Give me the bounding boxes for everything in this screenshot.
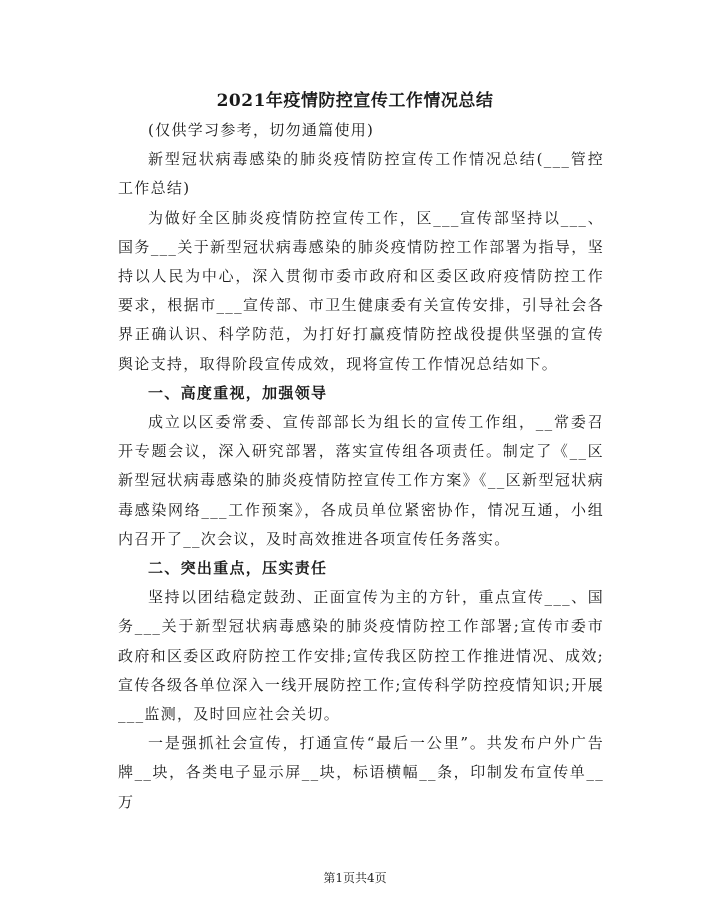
section-2-paragraph: 坚持以团结稳定鼓劲、正面宣传为主的方针，重点宣传___、国务___关于新型冠状病毒感染的肺炎疫情防控工作部署;宣传市委市政府和区委区政府防控工作安排;宣传我区防控工作推进情况、成效;宣传各级各单位深入一线开展防控工作;宣传科学防控疫情知识;开展___监测，及时回应社会关切。 [118,588,604,724]
document-body [118,116,604,817]
section-2-paragraph-2: 一是强抓社会宣传，打通宣传“最后一公里”。共发布户外广告牌__块，各类电子显示屏__块，标语横幅__条，印制发布宣传单__万 [118,734,604,811]
page-number: 第1页共4页 [323,871,387,885]
document-subtitle: 新型冠状病毒感染的肺炎疫情防控宣传工作情况总结(___管控工作总结) [118,150,604,198]
section-1-heading: 一、高度重视，加强领导 [148,383,328,402]
intro-paragraph: 为做好全区肺炎疫情防控宣传工作，区___宣传部坚持以___、国务___关于新型冠状病毒感染的肺炎疫情防控工作部署为指导，坚持以人民为中心，深入贯彻市委市政府和区委区政府疫情防控工作要求，根据市___宣传部、市卫生健康委有关宣传安排，引导社会各界正确认识、科学防范，为打好打赢疫情防控战役提供坚强的宣传舆论支持，取得阶段宣传成效，现将宣传工作情况总结如下。 [118,208,604,373]
document-title: 2021年疫情防控宣传工作情况总结 [216,91,494,111]
usage-note: (仅供学习参考，切勿通篇使用) [148,121,375,139]
section-1-paragraph: 成立以区委常委、宣传部部长为组长的宣传工作组，__常委召开专题会议，深入研究部署，落实宣传组各项责任。制定了《__区新型冠状病毒感染的肺炎疫情防控宣传工作方案》《__区新型冠状病毒感染网络___工作预案》，各成员单位紧密协作，情况互通，小组内召开了__次会议，及时高效推进各项宣传任务落实。 [118,413,604,548]
section-2-heading: 二、突出重点，压实责任 [148,559,328,578]
